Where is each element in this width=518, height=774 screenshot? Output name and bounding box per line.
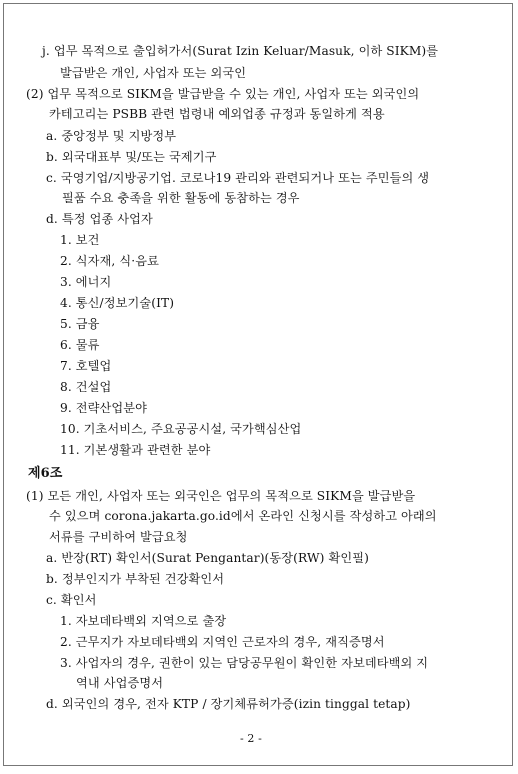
item-j-line2: 발급받은 개인, 사업자 또는 외국인: [60, 66, 247, 80]
article6-c2: 2. 근무지가 자보데타백외 지역인 근로자의 경우, 재직증명서: [60, 635, 385, 649]
document-page: [3, 3, 513, 766]
article6-p1-line3: 서류를 구비하여 발급요청: [49, 530, 188, 544]
article6-c3-line2: 역내 사업증명서: [76, 676, 164, 690]
article-heading: 제6조: [28, 466, 63, 481]
item-2c-line1: c. 국영기업/지방공기업. 코로나19 관리와 관련되거나 또는 주민들의 생: [46, 171, 430, 185]
article6-c1: 1. 자보데타백외 지역으로 출장: [60, 614, 227, 628]
article6-p1-line1: (1) 모든 개인, 사업자 또는 외국인은 업무의 목적으로 SIKM을 발급받을: [26, 489, 416, 503]
sector-item: 11. 기본생활과 관련한 분야: [60, 443, 211, 457]
item-2c-line2: 필품 수요 충족을 위한 활동에 동참하는 경우: [62, 191, 300, 205]
sector-item: 6. 물류: [60, 338, 100, 352]
sector-item: 9. 전략산업분야: [60, 401, 148, 415]
article6-p1-line2: 수 있으며 corona.jakarta.go.id에서 온라인 신청시를 작성하고 아래의: [49, 509, 437, 523]
article6-c: c. 확인서: [46, 593, 97, 607]
sector-item: 2. 식자재, 식·음료: [60, 254, 159, 268]
page-number: - 2 -: [240, 732, 262, 745]
item-2-line1: (2) 업무 목적으로 SIKM을 발급받을 수 있는 개인, 사업자 또는 외국인의: [26, 87, 420, 101]
sector-item: 8. 건설업: [60, 380, 112, 394]
sector-item: 4. 통신/정보기술(IT): [60, 296, 175, 310]
sector-item: 10. 기초서비스, 주요공공시설, 국가핵심산업: [60, 422, 302, 436]
item-2a: a. 중앙정부 및 지방정부: [46, 129, 177, 143]
item-2d: d. 특정 업종 사업자: [46, 212, 153, 226]
sector-item: 5. 금융: [60, 317, 100, 331]
item-2-line2: 카테고리는 PSBB 관련 법령내 예외업종 규정과 동일하게 적용: [49, 107, 385, 121]
article6-c3-line1: 3. 사업자의 경우, 권한이 있는 담당공무원이 확인한 자보데타백외 지: [60, 656, 429, 670]
article6-b: b. 정부인지가 부착된 건강확인서: [46, 572, 225, 586]
sector-item: 3. 에너지: [60, 275, 112, 289]
sector-item: 7. 호텔업: [60, 359, 112, 373]
sector-item: 1. 보건: [60, 233, 100, 247]
article6-a: a. 반장(RT) 확인서(Surat Pengantar)(동장(RW) 확인필): [46, 551, 369, 565]
item-j-line1: j. 업무 목적으로 출입허가서(Surat Izin Keluar/Masuk, 이하 SIKM)를: [42, 44, 439, 58]
article6-d: d. 외국인의 경우, 전자 KTP / 장기체류허가증(izin tinggal tetap): [46, 697, 411, 711]
item-2b: b. 외국대표부 및/또는 국제기구: [46, 150, 217, 164]
